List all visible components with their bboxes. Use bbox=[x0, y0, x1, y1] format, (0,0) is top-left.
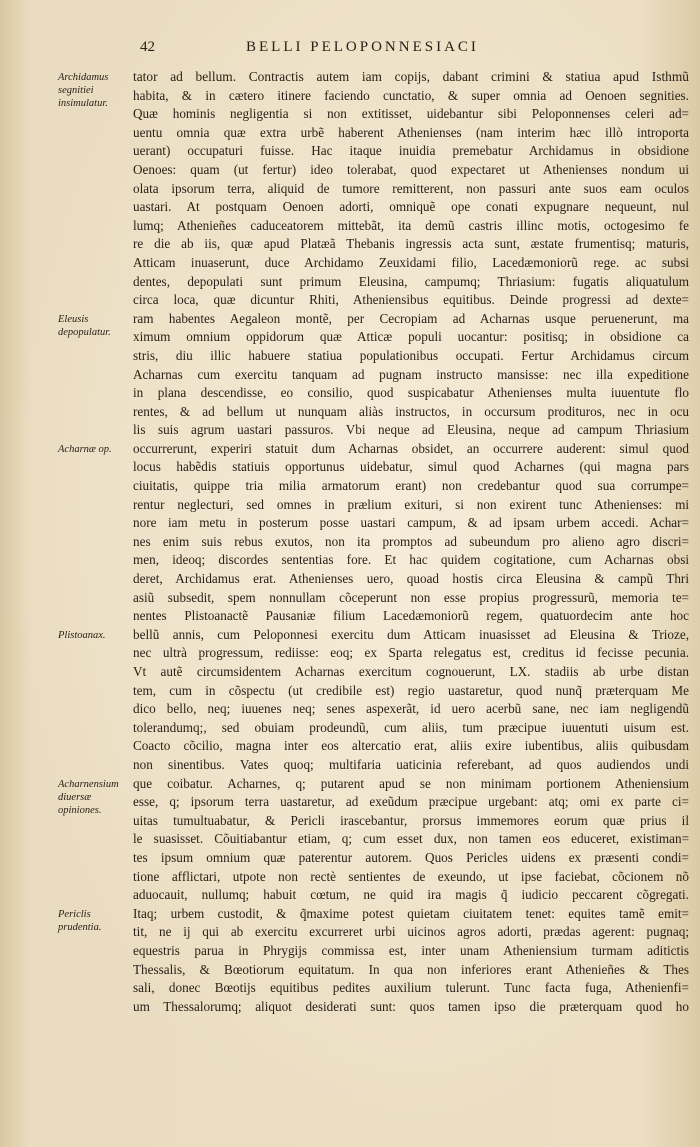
text-line: uastari. At postquam Oenoen adorti, omniquẽ ope conati expugnare nequeunt, nul bbox=[133, 199, 689, 215]
text-line: re die ab iis, quæ apud Platæã Thebanis ingressis acta sunt, æstate frumentisq; maturis, bbox=[133, 236, 689, 252]
text-line: um Thessalorumq; aliquot desiderati sunt: quos tamen ipso die præterquam quod ho bbox=[133, 998, 689, 1014]
text-line: le suasisset. Cõuitiabantur etiam, q; cum esset dux, non tamen eos educeret, existiman= bbox=[133, 831, 689, 847]
text-line: sali, donec Bœotijs equitibus pedites auxilium tulerunt. Tunc facta fuga, Athenienfi= bbox=[133, 980, 689, 996]
body-text bbox=[133, 68, 689, 1016]
text-line: ciuitatis, quippe tria milia armatorum erant) non credebantur quod sua corrumpe= bbox=[133, 478, 689, 494]
text-line: equestris parua in Phrygijs commissa est, inter unam Atheniensium turmam aditictis bbox=[133, 942, 689, 958]
text-line: Oenoes: quam (ut fertur) ideo tolerabat, quod expectaret ut Athenienses nondum ui bbox=[133, 161, 689, 177]
text-line: Acharnas cum exercitu tanquam ad pugnam instructo mansisse: nec illa expeditione bbox=[133, 366, 689, 382]
text-line: Coacto cõcilio, magna inter eos altercatio erat, aliis exire iubentibus, aliis quibusdam bbox=[133, 738, 689, 754]
margin-note: Archidamus segnitiei insimulatur. bbox=[58, 72, 109, 109]
text-line: nore iam metu in posterum posse uastari campum, & ad ipsam urbem accedi. Achar= bbox=[133, 515, 689, 531]
text-line: dico bello, neq; iuuenes neq; senes aspexerãt, id uero acerbũ sane, nec iam negligendũ bbox=[133, 701, 689, 717]
text-line: nes enim suis rebus exutos, non ita promptos ad subeundum pro alieno agro discri= bbox=[133, 533, 689, 549]
text-line: tolerandumq;, sed obuiam prodeundũ, cum aliis, tum præcipue iuuentuti uisum est. bbox=[133, 719, 689, 735]
text-line: tes ipsum omnium quæ paterentur autorem. Quos Pericles uidens ex præsenti condi= bbox=[133, 849, 689, 865]
margin-note: Eleusis depopulatur. bbox=[58, 313, 111, 338]
text-line: Itaq; urbem custodit, & q̃maxime potest quietam ciuitatem tenet: equites tamẽ emit= bbox=[133, 905, 689, 921]
text-line: bellũ annis, cum Peloponnesi exercitu dum Atticam inuasisset ad Eleusina & Trioze, bbox=[133, 626, 689, 642]
text-line: deret, Archidamus erat. Athenienses uero, quoad hostis circa Eleusina & campũ Thri bbox=[133, 571, 689, 587]
text-line: stris, diu illic habuere statiua populationibus occupati. Fertur Archidamus circum bbox=[133, 347, 689, 363]
text-line: habita, & in cætero itinere faciendo cunctatio, & super omnia ad Oenoen segnities. bbox=[133, 87, 689, 103]
text-line: tem, cum in cõspectu (ut credibile est) regio uastaretur, quod nunq̃ præterquam Me bbox=[133, 682, 689, 698]
margin-note: Acharnensium diuersæ opiniones. bbox=[58, 778, 119, 816]
text-line: que coibatur. Acharnes, q; putarent apud se non minimam portionem Atheniensium bbox=[133, 775, 689, 791]
text-line: lumq; Athenieñes caduceatorem mittebãt, ita demũ castris illinc motis, octogesimo fe bbox=[133, 217, 689, 233]
text-line: Thessalis, & Bœotiorum equitatum. In qua non inferiores erant Athenieñes & Thes bbox=[133, 961, 689, 977]
text-line: tione afflictari, utpote non rectè sentientes de exeundo, ut ipse faciebat, cõcionem nõ bbox=[133, 868, 689, 884]
margin-note: Acharnæ op. bbox=[58, 444, 112, 455]
text-line: aduocauit, nullumq; habuit cœtum, ne quid ira magis q̃ iudicio peccarent cõgregati. bbox=[133, 887, 689, 903]
text-line: men, ideoq; discordes sententias fore. Et hac quidem cogitatione, cum Acharnas obsi bbox=[133, 552, 689, 568]
margin-note: Periclis prudentia. bbox=[58, 909, 102, 933]
text-line: ram habentes Aegaleon montẽ, per Cecropiam ad Acharnas usque peruenerunt, ma bbox=[133, 310, 689, 326]
text-line: ximum omnium oppidorum quæ Atticæ populi uocantur: positisq; in obsidione ca bbox=[133, 329, 689, 345]
text-line: uentu omnia quæ extra urbẽ haberent Athenienses (nam interim hæc illò introporta bbox=[133, 124, 689, 140]
page-number: 42 bbox=[140, 39, 155, 55]
text-line: Vt autẽ circumsidentem Acharnas exercitum cognouerunt, LX. stadiis ab urbe distan bbox=[133, 664, 689, 679]
text-line: olata ipsorum terra, aliquid de tumore remitterent, non passuri ante suos eam oculos bbox=[133, 180, 689, 196]
text-line: Quæ hominis negligentia si non extitisset, uidebantur sibi Peloponnenses celeri ad= bbox=[133, 106, 689, 122]
text-line: nentes Plistoanactẽ Pausaniæ filium Lacedæmoniorũ regem, quatuordecim ante hoc bbox=[133, 608, 689, 624]
text-line: uitas tumultuabatur, & Pericli irascebantur, prorsus immemores eorum quæ prius il bbox=[133, 812, 689, 828]
text-line: esse, q; ipsorum terra uastaretur, ad exeũdum præcipue urgebant: atq; omi ex parte ci= bbox=[133, 794, 689, 810]
text-line: rentur neglecturi, sed omnes in prælium exituri, si non exirent tunc Athenienses: mi bbox=[133, 496, 689, 512]
text-line: nec ultrà progressum, rediisse: eoq; ex Sparta relegatus est, creditus id fecisse pecunia. bbox=[133, 645, 689, 661]
text-line: tator ad bellum. Contractis autem iam copijs, dabant crimini & statiua apud Isthmũ bbox=[133, 69, 689, 84]
text-line: lis suis agrum uastari passuros. Vbi neque ad Eleusina, neque ad campum Thriasium bbox=[133, 422, 689, 438]
page-header bbox=[0, 36, 700, 60]
text-line: circa loca, quæ dicuntur Rhiti, Atheniensibus equitibus. Deinde progressi ad dexte= bbox=[133, 292, 689, 308]
text-line: dentes, depopulati sunt primum Eleusina, campumq; Thriasium: fugatis aliquatulum bbox=[133, 273, 689, 289]
margin-note: Plistoanax. bbox=[58, 630, 106, 641]
text-line: asiũ subsedit, spem nonnullam cõceperunt non esse propius progressurũ, memoria te= bbox=[133, 589, 689, 605]
text-line: tit, ne ij qui ab exercitu excurreret urbi uicinos agros adorti, prædas agerent: pugnaq; bbox=[133, 924, 689, 940]
text-line: uerant) occupaturi fuisse. Hac itaque inuidia premebatur Archidamus in obsidione bbox=[133, 143, 689, 159]
text-line: occurrerunt, experiri statuit dum Acharnas obsidet, an occurrere auderent: simul quod bbox=[133, 440, 689, 456]
text-line: locus habẽdis statiuis opportunus uidebatur, simul quod Acharnes (qui magna pars bbox=[133, 459, 689, 475]
running-head: BELLI PELOPONNESIACI bbox=[246, 39, 479, 55]
text-line: Atticam inuaserunt, duce Archidamo Zeuxidami filio, Lacedæmoniorũ rege. ac subsi bbox=[133, 254, 689, 270]
text-line: rentes, & ad bellum ut nunquam aliàs instructos, in occursum prodituros, nec in ocu bbox=[133, 403, 689, 419]
text-line: non sinentibus. Vates quoq; multifaria uaticinia referebant, ad quos audiendos undi bbox=[133, 756, 689, 772]
text-line: in plana descendisse, eo consilio, quod suspicabatur Athenienses multa iuuentute flo bbox=[133, 385, 689, 401]
